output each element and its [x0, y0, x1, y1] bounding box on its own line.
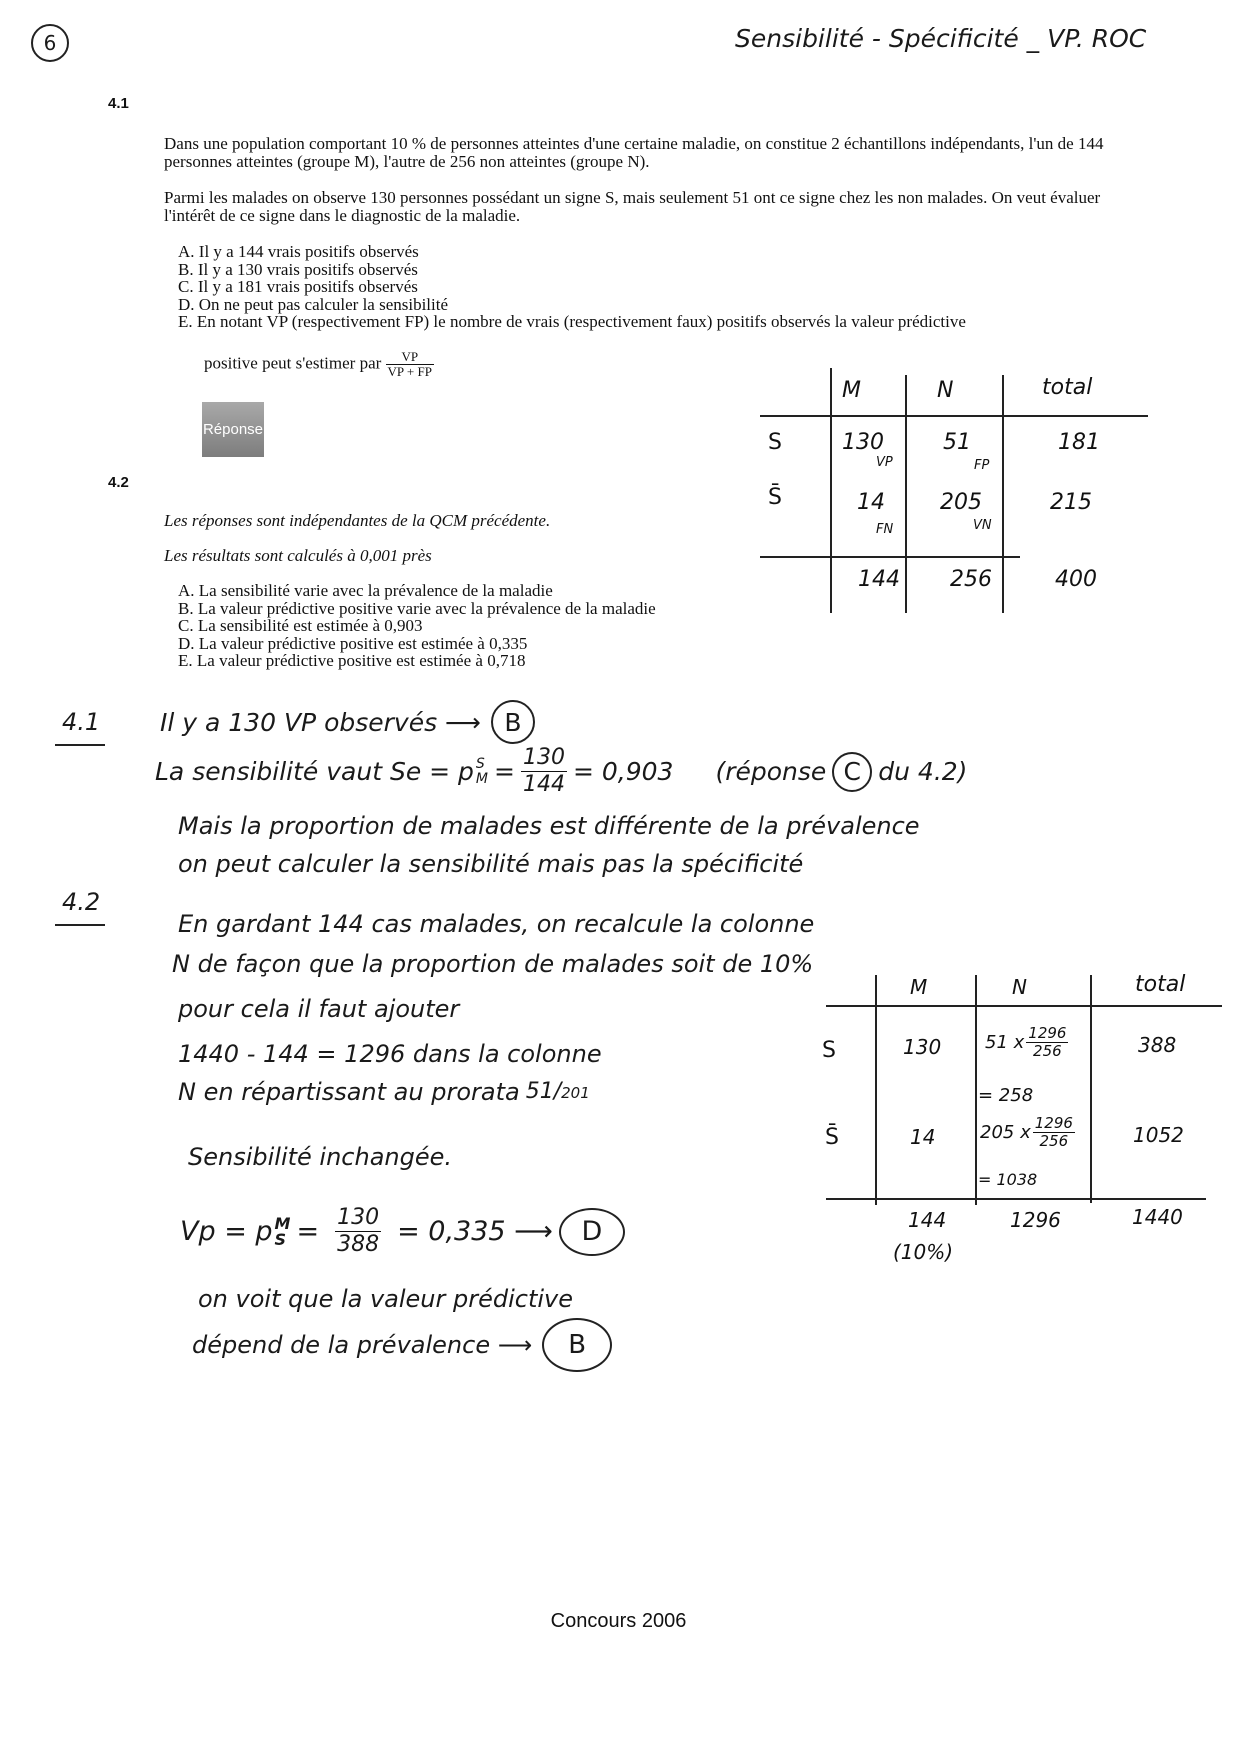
- hand-label-4-1: 4.1: [62, 708, 101, 736]
- question-number-4-2: 4.2: [108, 474, 129, 491]
- t1-row-sbar: S̄: [768, 485, 782, 510]
- hand42-prorata-den: 201: [561, 1083, 590, 1102]
- q41-paragraph-1: Dans une population comportant 10 % de personnes atteintes d'une certaine maladie, on constitue 2 échantillons indépendants, l'un de 144 personnes atteintes (groupe M), l'autre de 256 non atteintes (groupe N).: [164, 134, 1104, 171]
- hand42-line3: pour cela il faut ajouter: [178, 995, 460, 1023]
- answer-circle-b-2-letter: B: [568, 1330, 587, 1360]
- page-number: 6: [43, 31, 57, 55]
- hand42-prorata-num: 51: [525, 1078, 554, 1104]
- hand-label-4-2-underline: [55, 924, 105, 926]
- q42-note-1: Les réponses sont indépendantes de la QCM précédente.: [164, 511, 551, 530]
- t2-total-n: 1296: [1010, 1208, 1061, 1232]
- t1-r2-n-sub: VN: [973, 518, 992, 533]
- t2-r1-total: 388: [1138, 1033, 1177, 1057]
- t1-header-m: M: [842, 378, 861, 403]
- topic-heading: Sensibilité - Spécificité _ VP. ROC: [735, 24, 1147, 53]
- q41-option-d: D. On ne peut pas calculer la sensibilité: [178, 294, 449, 314]
- hand-label-4-2: 4.2: [62, 888, 101, 916]
- hand41-se-den: 144: [522, 772, 565, 797]
- hand42-line8-text: dépend de la prévalence ⟶: [192, 1331, 533, 1359]
- hand41-se-sup: S: [475, 755, 485, 772]
- hand42-line2: N de façon que la proportion de malades soit de 10%: [172, 950, 814, 978]
- answer-circle-b-1: [491, 700, 535, 744]
- q41-option-c: C. Il y a 181 vrais positifs observés: [178, 277, 418, 296]
- answer-circle-c-letter: C: [843, 757, 861, 786]
- page-number-circle: [31, 24, 69, 62]
- q41-option-e-cont: [204, 350, 434, 379]
- answer-circle-d: [559, 1208, 625, 1256]
- hand41-line3: Mais la proportion de malades est différente de la prévalence: [178, 812, 920, 840]
- hand42-vp-sub: S: [274, 1229, 287, 1249]
- q42-option-a: A. La sensibilité varie avec la prévalence de la maladie: [178, 581, 553, 600]
- hand42-line5-text: N en répartissant au prorata: [178, 1078, 520, 1106]
- t1-r1-m: 130: [842, 430, 884, 455]
- t1-header-n: N: [937, 378, 954, 403]
- vp-formula: [386, 350, 434, 379]
- t1-r1-n-sub: FP: [974, 458, 990, 473]
- hand41-line4: on peut calculer la sensibilité mais pas la spécificité: [178, 850, 804, 878]
- t1-r1-m-sub: VP: [876, 455, 893, 470]
- hand42-vp-result: = 0,335 ⟶: [397, 1216, 553, 1247]
- t2-total-m: 144: [908, 1208, 947, 1232]
- hand41-line1-text: Il y a 130 VP observés ⟶: [160, 707, 481, 737]
- t1-r2-m-sub: FN: [876, 522, 894, 537]
- t2-r1-n-result: = 258: [978, 1085, 1034, 1106]
- hand41-line1: [160, 700, 535, 744]
- t1-total-n: 256: [950, 567, 992, 592]
- hand41-se-num: 130: [522, 745, 565, 770]
- q42-note-2: Les résultats sont calculés à 0,001 près: [164, 546, 432, 565]
- t2-total-all: 1440: [1132, 1205, 1183, 1229]
- q42-option-e: E. La valeur prédictive positive est estimée à 0,718: [178, 651, 526, 670]
- hand41-du: du 4.2): [878, 757, 968, 786]
- q42-option-c: C. La sensibilité est estimée à 0,903: [178, 616, 423, 635]
- hand42-line5: N en répartissant au prorata 51/201: [178, 1078, 590, 1106]
- answer-circle-b-2: [542, 1318, 612, 1372]
- footer: Concours 2006: [550, 1610, 687, 1632]
- hand42-vp-den: 388: [337, 1232, 380, 1257]
- t2-row-s: S: [822, 1038, 836, 1063]
- t1-r2-total: 215: [1050, 490, 1092, 515]
- hand42-line1: En gardant 144 cas malades, on recalcule la colonne: [178, 910, 815, 938]
- answer-circle-d-letter: D: [581, 1216, 603, 1247]
- hand41-reponse: (réponse: [715, 757, 827, 786]
- t1-r2-n: 205: [940, 490, 982, 515]
- q41-paragraph-2: Parmi les malades on observe 130 personnes possédant un signe S, mais seulement 51 ont ce signe chez les non malades. On veut évaluer l'intérêt de ce signe dans le diagnostic de la maladie.: [164, 188, 1101, 225]
- hand42-vp-frac: [335, 1205, 381, 1258]
- t2-r2-n-result: = 1038: [978, 1170, 1038, 1189]
- hand42-vp-line: Vp = p M S = $\frac{130}{388}$ = 0,335 ⟶ D: [180, 1205, 625, 1258]
- hand41-se-text: La sensibilité vaut Se = p: [155, 757, 474, 786]
- q41-options: [178, 243, 1188, 331]
- answer-circle-b-1-letter: B: [504, 707, 522, 737]
- t2-r2-m: 14: [910, 1125, 936, 1149]
- q41-option-e-text: positive peut s'estimer par: [204, 353, 382, 373]
- t2-r2-n-den: 256: [1039, 1132, 1069, 1150]
- hand42-vp-sup: M: [274, 1213, 291, 1233]
- vp-formula-den: VP + FP: [387, 364, 432, 379]
- hand42-vp-text: Vp = p: [180, 1216, 273, 1247]
- t2-pct: (10%): [893, 1240, 954, 1264]
- hand41-se-result: = 0,903: [572, 757, 674, 786]
- t2-row-sbar: S̄: [825, 1125, 839, 1150]
- t1-header-total: total: [1042, 375, 1093, 400]
- t2-r2-total: 1052: [1133, 1123, 1184, 1147]
- vp-formula-num: VP: [386, 350, 434, 365]
- t2-r1-n: [985, 1025, 1068, 1060]
- t2-r1-n-den: 256: [1033, 1042, 1062, 1060]
- t1-row-s: S: [768, 430, 782, 455]
- q41-option-a: A. Il y a 144 vrais positifs observés: [178, 242, 419, 261]
- t2-header-total: total: [1135, 972, 1186, 997]
- t1-r2-m: 14: [857, 490, 885, 515]
- q42-option-d: D. La valeur prédictive positive est estimée à 0,335: [178, 633, 528, 653]
- t1-r1-total: 181: [1058, 430, 1100, 455]
- hand42-line4: 1440 - 144 = 1296 dans la colonne: [178, 1040, 602, 1068]
- t2-r1-n-mult: 51 x: [985, 1032, 1025, 1053]
- t2-r2-n-num: 1296: [1034, 1114, 1073, 1132]
- q41-option-b: B. Il y a 130 vrais positifs observés: [178, 259, 418, 279]
- hand-label-4-1-underline: [55, 744, 105, 746]
- hand41-se-sub: M: [475, 770, 489, 787]
- t2-header-m: M: [910, 975, 928, 999]
- q42-options: [178, 582, 798, 670]
- t2-r1-n-num: 1296: [1028, 1024, 1067, 1042]
- t2-r2-n: [980, 1115, 1075, 1150]
- hand42-line7: on voit que la valeur prédictive: [198, 1285, 574, 1313]
- hand42-line8: [192, 1318, 612, 1372]
- question-number-4-1: 4.1: [108, 95, 129, 112]
- hand42-line6: Sensibilité inchangée.: [188, 1143, 453, 1171]
- answer-circle-c: [832, 752, 872, 792]
- t2-r1-m: 130: [903, 1035, 942, 1059]
- reponse-button[interactable]: Réponse: [202, 402, 264, 457]
- t1-total-m: 144: [858, 567, 900, 592]
- t2-header-n: N: [1012, 975, 1027, 999]
- q41-option-e: E. En notant VP (respectivement FP) le nombre de vrais (respectivement faux) positifs observés la valeur prédictive: [178, 312, 966, 331]
- hand42-vp-num: 130: [337, 1205, 380, 1230]
- q42-option-b: B. La valeur prédictive positive varie avec la prévalence de la maladie: [178, 598, 656, 618]
- t1-r1-n: 51: [943, 430, 971, 455]
- hand41-line2: La sensibilité vaut Se = p S M = $\frac{130}{144}$ = 0,903 (réponse C du 4.2): [155, 745, 968, 797]
- t2-r2-n-mult: 205 x: [980, 1122, 1031, 1143]
- t1-total-all: 400: [1055, 567, 1097, 592]
- hand41-se-frac: [521, 745, 567, 798]
